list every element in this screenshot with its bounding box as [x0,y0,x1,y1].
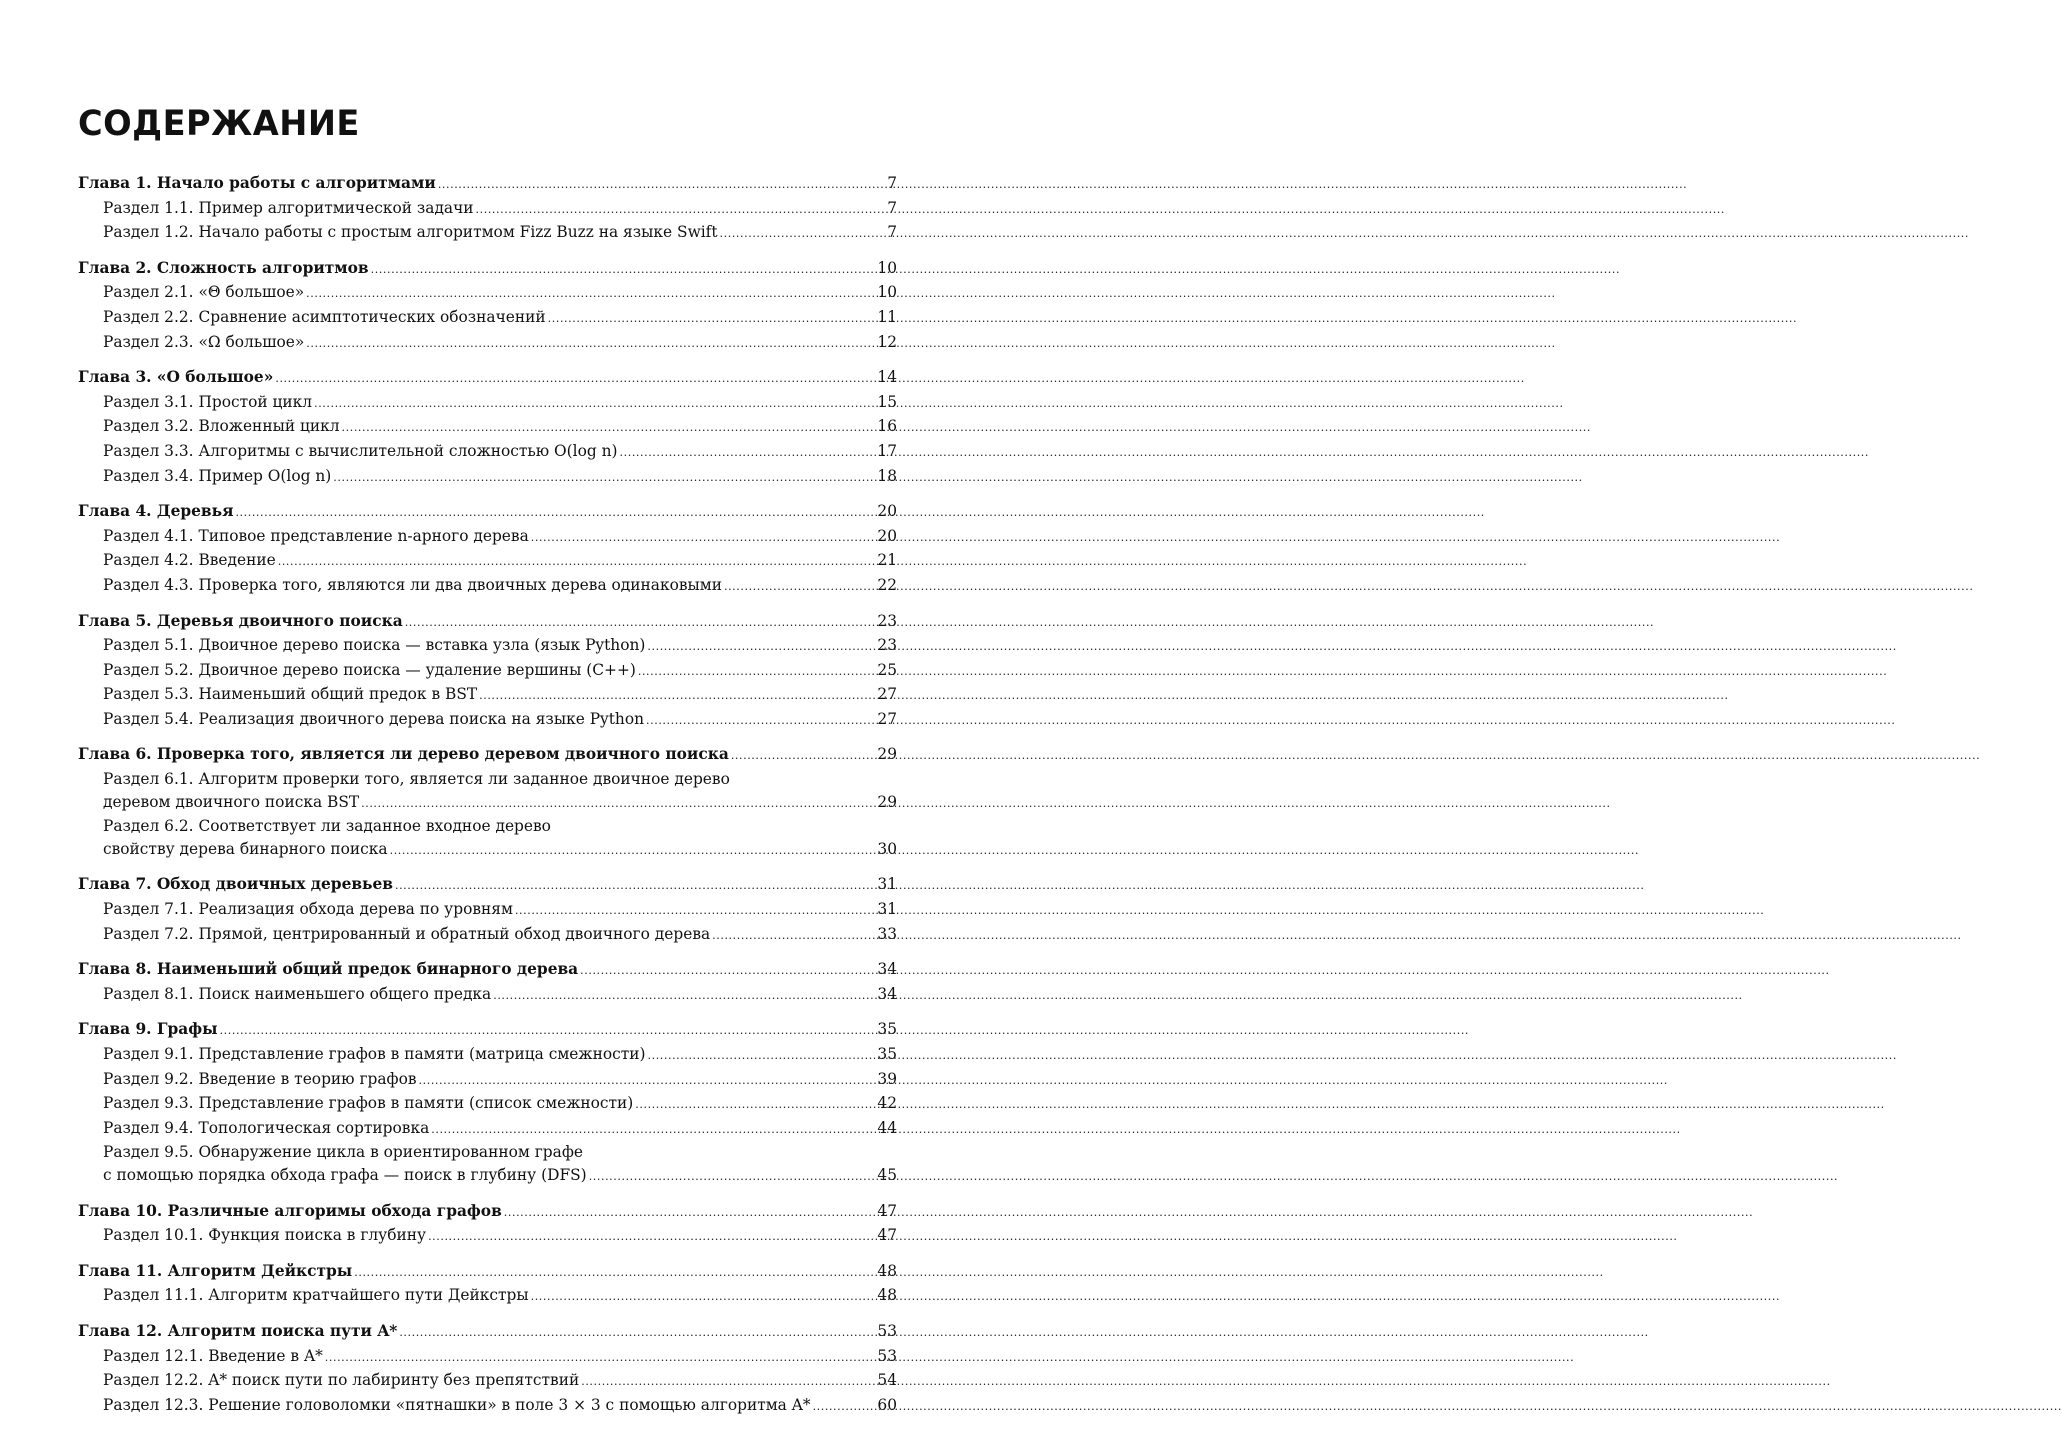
chapter-block [78,958,897,1007]
leader-dots [278,551,876,574]
chapter-entry[interactable] [78,1018,897,1043]
page-number: 47 [877,1226,897,1245]
page-number: 27 [877,685,897,704]
section-entry[interactable] [78,1224,897,1249]
section-entry[interactable] [78,1345,897,1370]
section-entry[interactable] [78,440,897,465]
page-title: СОДЕРЖАНИЕ [78,104,360,144]
section-entry-title: Раздел 3.3. Алгоритмы с вычислительной сложностью O(log n) [103,441,618,460]
chapter-entry-title: Глава 5. Деревья двоичного поиска [78,611,403,630]
section-entry[interactable] [78,1284,897,1309]
page-number: 30 [877,839,897,858]
section-entry-title: Раздел 10.1. Функция поиска в глубину [103,1226,427,1245]
section-entry-title: Раздел 2.1. «Θ большое» [103,283,305,302]
leader-dots [531,1286,876,1309]
leader-dots [504,1202,876,1225]
leader-dots [405,612,876,635]
leader-dots [531,527,876,550]
leader-dots [635,1094,875,1117]
section-entry[interactable] [78,898,897,923]
section-entry-title: Раздел 2.2. Сравнение асимптотических обозначений [103,307,546,326]
leader-dots [479,685,875,708]
chapter-block [78,257,897,355]
section-entry[interactable] [78,549,897,574]
section-entry[interactable] [78,659,897,684]
section-entry-title: Раздел 5.3. Наименьший общий предок в BST [103,685,478,704]
chapter-entry[interactable] [78,257,897,282]
page-number: 44 [877,1118,897,1137]
chapter-entry[interactable] [78,1200,897,1225]
chapter-block [78,500,897,598]
section-entry[interactable] [78,391,897,416]
page-number: 29 [877,792,897,811]
page-number: 10 [877,283,897,302]
chapter-block [78,743,897,862]
section-entry[interactable] [78,768,897,791]
section-entry-title: Раздел 7.2. Прямой, центрированный и обратный обход двоичного дерева [103,924,711,943]
chapter-block [78,610,897,733]
chapter-entry[interactable] [78,500,897,525]
page-number: 27 [877,709,897,728]
section-entry[interactable] [78,525,897,550]
leader-dots [306,333,875,356]
page-number: 10 [877,258,897,277]
section-entry[interactable] [78,791,897,816]
leader-dots [235,502,875,525]
chapter-block [78,1200,897,1249]
page-number: 34 [877,960,897,979]
section-entry-title: Раздел 3.4. Пример O(log n) [103,466,332,485]
page-number: 20 [877,526,897,545]
section-entry[interactable] [78,634,897,659]
section-entry-title: Раздел 12.3. Решение головоломки «пятнашки» в поле 3 × 3 с помощью алгоритма A* [103,1395,811,1414]
page-number: 15 [877,392,897,411]
chapter-entry-title: Глава 7. Обход двоичных деревьев [78,875,393,894]
leader-dots [395,875,875,898]
page-number: 23 [877,636,897,655]
section-entry[interactable] [78,838,897,863]
section-entry-title: Раздел 1.2. Начало работы с простым алгоритмом Fizz Buzz на языке Swift [103,223,718,242]
section-entry-title: Раздел 5.2. Двоичное дерево поиска — удаление вершины (C++) [103,660,636,679]
chapter-entry-title: Глава 3. «О большое» [78,368,274,387]
page-number: 54 [877,1371,897,1390]
leader-dots [476,199,886,222]
section-entry-title: Раздел 9.3. Представление графов в памяти (список смежности) [103,1094,634,1113]
page-number: 31 [877,875,897,894]
leader-dots [581,1371,875,1394]
page-number: 7 [887,223,897,242]
page-number: 48 [877,1286,897,1305]
leader-dots [647,636,875,659]
leader-dots [306,283,875,306]
section-entry[interactable] [78,331,897,356]
page-number: 7 [887,198,897,217]
chapter-block [78,172,897,246]
section-entry-title: Раздел 9.2. Введение в теорию графов [103,1069,417,1088]
leader-dots [724,576,875,599]
page-number: 31 [877,900,897,919]
chapter-entry-title: Глава 12. Алгоритм поиска пути A* [78,1321,398,1340]
page-number: 60 [877,1395,897,1414]
chapter-entry[interactable] [78,873,897,898]
chapter-block [78,1320,897,1418]
leader-dots [438,174,885,197]
chapter-block [78,873,897,947]
section-entry[interactable] [78,465,897,490]
chapter-entry-title: Глава 10. Различные алгоримы обхода графов [78,1201,502,1220]
page-number: 35 [877,1020,897,1039]
section-entry[interactable] [78,1394,897,1419]
section-entry-title: Раздел 6.2. Соответствует ли заданное входное дерево [103,817,551,836]
leader-dots [712,925,875,948]
leader-dots [361,793,875,816]
section-entry-title: Раздел 12.1. Введение в A* [103,1346,323,1365]
section-entry[interactable] [78,1369,897,1394]
leader-dots [648,1045,876,1068]
leader-dots [580,960,875,983]
page-number: 39 [877,1069,897,1088]
leader-dots [431,1119,875,1142]
section-entry-title: Раздел 4.1. Типовое представление n-арного дерева [103,526,529,545]
chapter-block [78,1260,897,1309]
page-number: 42 [877,1094,897,1113]
section-entry-title: Раздел 9.4. Топологическая сортировка [103,1118,430,1137]
page-number: 47 [877,1201,897,1220]
toc-page [0,0,987,1447]
leader-dots [390,840,876,863]
leader-dots [620,442,876,465]
page-number: 53 [877,1346,897,1365]
section-entry[interactable] [78,221,897,246]
page-number: 33 [877,924,897,943]
leader-dots [720,223,886,246]
section-entry-title: Раздел 8.1. Поиск наименьшего общего предка [103,984,492,1003]
section-entry[interactable] [78,983,897,1008]
page-number: 17 [877,441,897,460]
section-entry[interactable] [78,1117,897,1142]
chapter-entry[interactable] [78,610,897,635]
leader-dots [515,900,875,923]
section-entry[interactable] [78,1092,897,1117]
leader-dots [275,368,875,391]
section-entry-title: Раздел 3.2. Вложенный цикл [103,417,340,436]
page-number: 11 [877,307,897,326]
section-entry-title: Раздел 11.1. Алгоритм кратчайшего пути Дейкстры [103,1286,529,1305]
page-number: 34 [877,984,897,1003]
chapter-entry-title: Глава 1. Начало работы с алгоритмами [78,174,436,192]
leader-dots [220,1020,876,1043]
chapter-entry[interactable] [78,1260,897,1285]
leader-dots [399,1322,875,1345]
section-entry-title: Раздел 3.1. Простой цикл [103,392,313,411]
section-entry-title: Раздел 4.2. Введение [103,551,276,570]
section-entry[interactable] [78,1043,897,1068]
section-entry-title: Раздел 4.3. Проверка того, являются ли два двоичных дерева одинаковыми [103,575,722,594]
chapter-entry-title: Глава 8. Наименьший общий предок бинарного дерева [78,960,579,979]
page-number: 12 [877,332,897,351]
page-number: 14 [877,368,897,387]
table-of-contents [78,172,897,1429]
page-number: 22 [877,575,897,594]
section-entry[interactable] [78,197,897,222]
section-entry-title: Раздел 9.5. Обнаружение цикла в ориентированном графе [103,1143,583,1162]
page-number: 45 [877,1165,897,1184]
chapter-entry[interactable] [78,172,897,197]
page-number: 16 [877,417,897,436]
section-entry[interactable] [78,708,897,733]
chapter-entry-title: Глава 9. Графы [78,1020,218,1039]
section-entry[interactable] [78,281,897,306]
section-entry[interactable] [78,574,897,599]
leader-dots [419,1070,876,1093]
chapter-entry[interactable] [78,1320,897,1345]
section-entry[interactable] [78,683,897,708]
page-number: 20 [877,502,897,521]
page-number: 53 [877,1321,897,1340]
leader-dots [325,1347,876,1370]
leader-dots [354,1262,875,1285]
leader-dots [333,467,875,490]
section-entry[interactable] [78,415,897,440]
leader-dots [342,417,876,440]
section-entry-title: свойству дерева бинарного поиска [103,839,388,858]
section-entry[interactable] [78,815,897,838]
section-entry-title: Раздел 5.1. Двоичное дерево поиска — вставка узла (язык Python) [103,636,646,655]
section-entry-title: Раздел 2.3. «Ω большое» [103,332,305,351]
section-entry-title: Раздел 6.1. Алгоритм проверки того, является ли заданное двоичное дерево [103,770,730,789]
section-entry[interactable] [78,1164,897,1189]
page-number: 7 [887,174,897,192]
section-entry[interactable] [78,1141,897,1164]
section-entry[interactable] [78,923,897,948]
leader-dots [646,710,875,733]
chapter-entry-title: Глава 11. Алгоритм Дейкстры [78,1261,353,1280]
leader-dots [731,745,876,768]
chapter-entry-title: Глава 4. Деревья [78,502,234,521]
leader-dots [589,1166,876,1189]
section-entry-title: деревом двоичного поиска BST [103,792,360,811]
section-entry-title: Раздел 7.1. Реализация обхода дерева по уровням [103,900,513,919]
chapter-entry-title: Глава 2. Сложность алгоритмов [78,258,369,277]
chapter-entry[interactable] [78,366,897,391]
leader-dots [371,259,876,282]
page-number: 21 [877,551,897,570]
section-entry-title: Раздел 1.1. Пример алгоритмической задачи [103,198,474,217]
page-number: 18 [877,466,897,485]
chapter-entry[interactable] [78,743,897,768]
section-entry-title: с помощью порядка обхода графа — поиск в глубину (DFS) [103,1165,587,1184]
page-number: 25 [877,660,897,679]
section-entry-title: Раздел 9.1. Представление графов в памяти (матрица смежности) [103,1045,646,1063]
leader-dots [314,393,875,416]
chapter-block [78,366,897,489]
leader-dots [638,661,876,684]
section-entry-title: Раздел 12.2. A* поиск пути по лабиринту без препятствий [103,1371,580,1390]
section-entry[interactable] [78,1068,897,1093]
leader-dots [493,985,875,1008]
page-number: 48 [877,1261,897,1280]
chapter-block [78,1018,897,1188]
page-number: 35 [877,1045,897,1063]
page-number: 23 [877,611,897,630]
chapter-entry[interactable] [78,958,897,983]
leader-dots [813,1396,876,1419]
page-number: 29 [877,745,897,764]
section-entry-title: Раздел 5.4. Реализация двоичного дерева поиска на языке Python [103,709,645,728]
leader-dots [428,1226,875,1249]
section-entry[interactable] [78,306,897,331]
leader-dots [548,308,876,331]
chapter-entry-title: Глава 6. Проверка того, является ли дерево деревом двоичного поиска [78,745,729,764]
